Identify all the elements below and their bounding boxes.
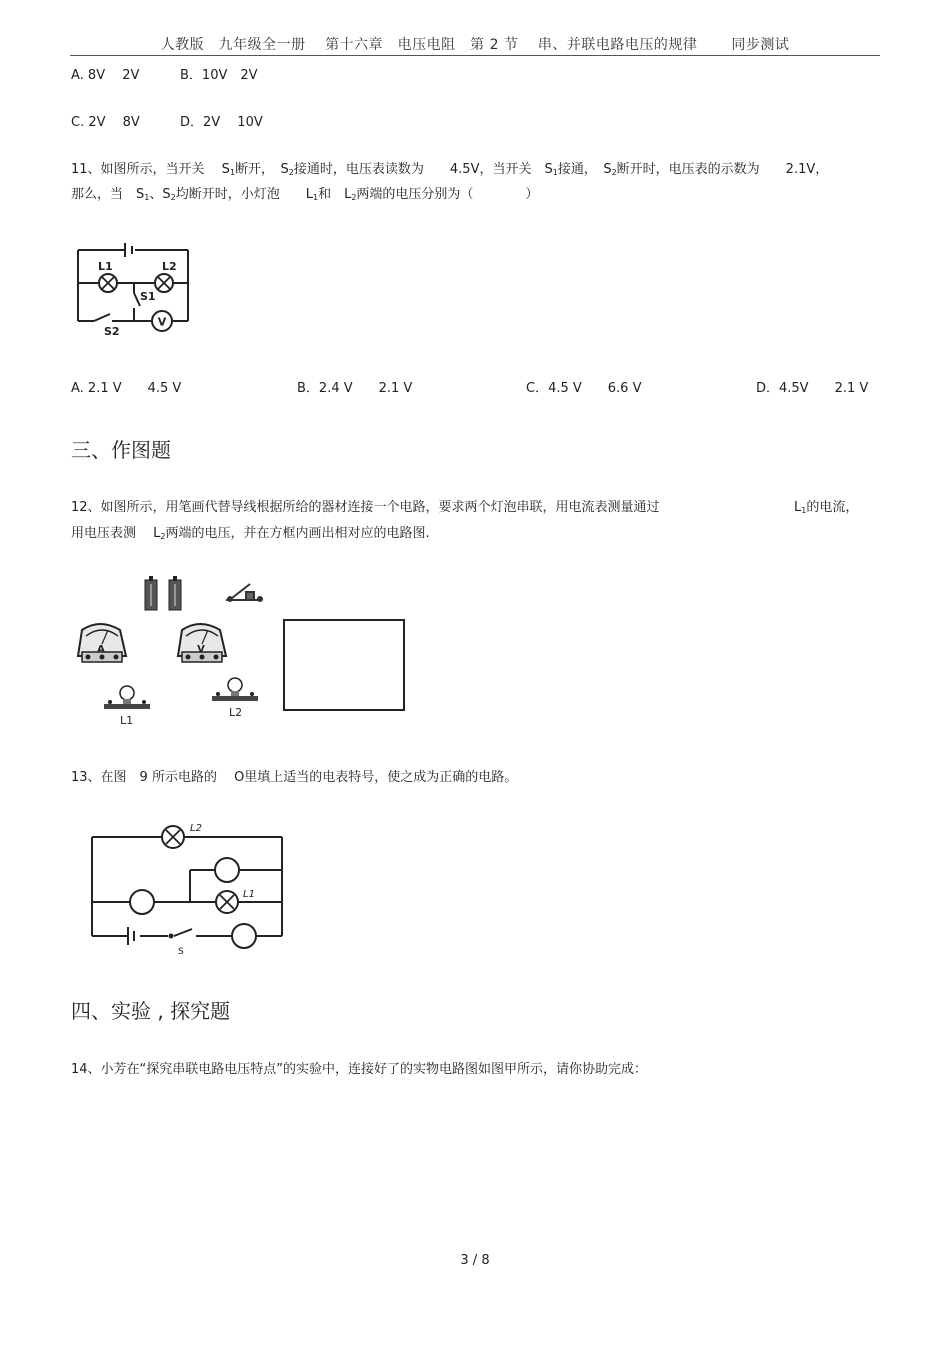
meter-blank-left[interactable] xyxy=(130,890,154,914)
q10-option-b: B．10V 2V xyxy=(180,68,258,83)
s2-label: S2 xyxy=(104,325,120,338)
voltmeter-label: V xyxy=(197,644,205,655)
ammeter-icon xyxy=(78,624,126,662)
q12-stem-line1: 12、如图所示，用笔画代替导线根据所给的器材连接一个电路，要求两个灯泡串联，用电流表测量通过 xyxy=(71,500,660,515)
lamp-l2-icon xyxy=(162,826,184,848)
switch-icon xyxy=(226,584,262,601)
q10-option-a: A. 8V 2V xyxy=(71,68,140,83)
battery-icon xyxy=(169,576,181,610)
s1-label: S1 xyxy=(140,290,156,303)
q12-stem-line1-end: $L_1$的电流， xyxy=(794,500,859,515)
q13-stem: 13、在图 9 所示电路的 O里填上适当的电表特号，使之成为正确的电路。 xyxy=(71,770,518,785)
q11-option-c: C．4.5 V 6.6 V xyxy=(526,381,642,396)
q11-option-a: A. 2.1 V 4.5 V xyxy=(71,381,182,396)
l1-label: L1 xyxy=(98,260,113,273)
header-divider xyxy=(70,55,880,56)
l1-label: L1 xyxy=(243,889,255,900)
q12-stem-line2: 用电压表测 $L_2$两端的电压，并在方框内画出相对应的电路图. xyxy=(71,526,430,541)
lamp-l1-icon xyxy=(104,686,150,709)
meter-blank-bottom[interactable] xyxy=(232,924,256,948)
q12-components-figure xyxy=(72,568,417,728)
q11-circuit-diagram xyxy=(68,238,198,338)
page-number: 3 / 8 xyxy=(460,1253,490,1268)
meter-blank-top[interactable] xyxy=(215,858,239,882)
battery-icon xyxy=(145,576,157,610)
q10-option-c: C. 2V 8V xyxy=(71,115,140,130)
q11-stem-line2: 那么，当 $S_1$、$S_2$均断开时，小灯泡 $L_1$和 $L_2$两端的电压分别为（ ） xyxy=(71,187,539,202)
l1-label: L1 xyxy=(120,714,134,727)
q11-stem-line1: 11、如图所示，当开关 $S_1$断开， $S_2$接通时，电压表读数为 4.5V，当开关 $S_1$接通， $S_2$断开时，电压表的示数为 2.1V， xyxy=(71,162,829,177)
section-4-heading: 四、实验 , 探究题 xyxy=(71,999,231,1023)
l2-label: L2 xyxy=(162,260,177,273)
lamp-l2-icon xyxy=(155,274,173,292)
q10-option-d: D．2V 10V xyxy=(180,115,263,130)
page-header: 人教版 九年级全一册 第十六章 电压电阻 第 2 节 串、并联电路电压的规律 同步测试 xyxy=(160,37,790,53)
lamp-l2-icon xyxy=(212,678,258,701)
voltmeter-label: V xyxy=(157,315,167,329)
lamp-l1-icon xyxy=(99,274,117,292)
lamp-l1-icon xyxy=(216,891,238,913)
l2-label: L2 xyxy=(190,823,202,834)
ammeter-label: A xyxy=(97,644,105,655)
switch-pivot xyxy=(169,934,174,939)
voltmeter-icon xyxy=(178,624,226,662)
l2-label: L2 xyxy=(229,706,243,719)
answer-box xyxy=(284,620,404,710)
q14-stem: 14、小芳在“探究串联电路电压特点”的实验中，连接好了的实物电路图如图甲所示，请你协助完成： xyxy=(71,1062,648,1077)
q11-option-b: B．2.4 V 2.1 V xyxy=(297,381,413,396)
q11-option-d: D．4.5V 2.1 V xyxy=(756,381,869,396)
switch-label: S xyxy=(178,947,184,957)
section-3-heading: 三、作图题 xyxy=(71,438,171,462)
q13-circuit-diagram xyxy=(84,812,294,957)
